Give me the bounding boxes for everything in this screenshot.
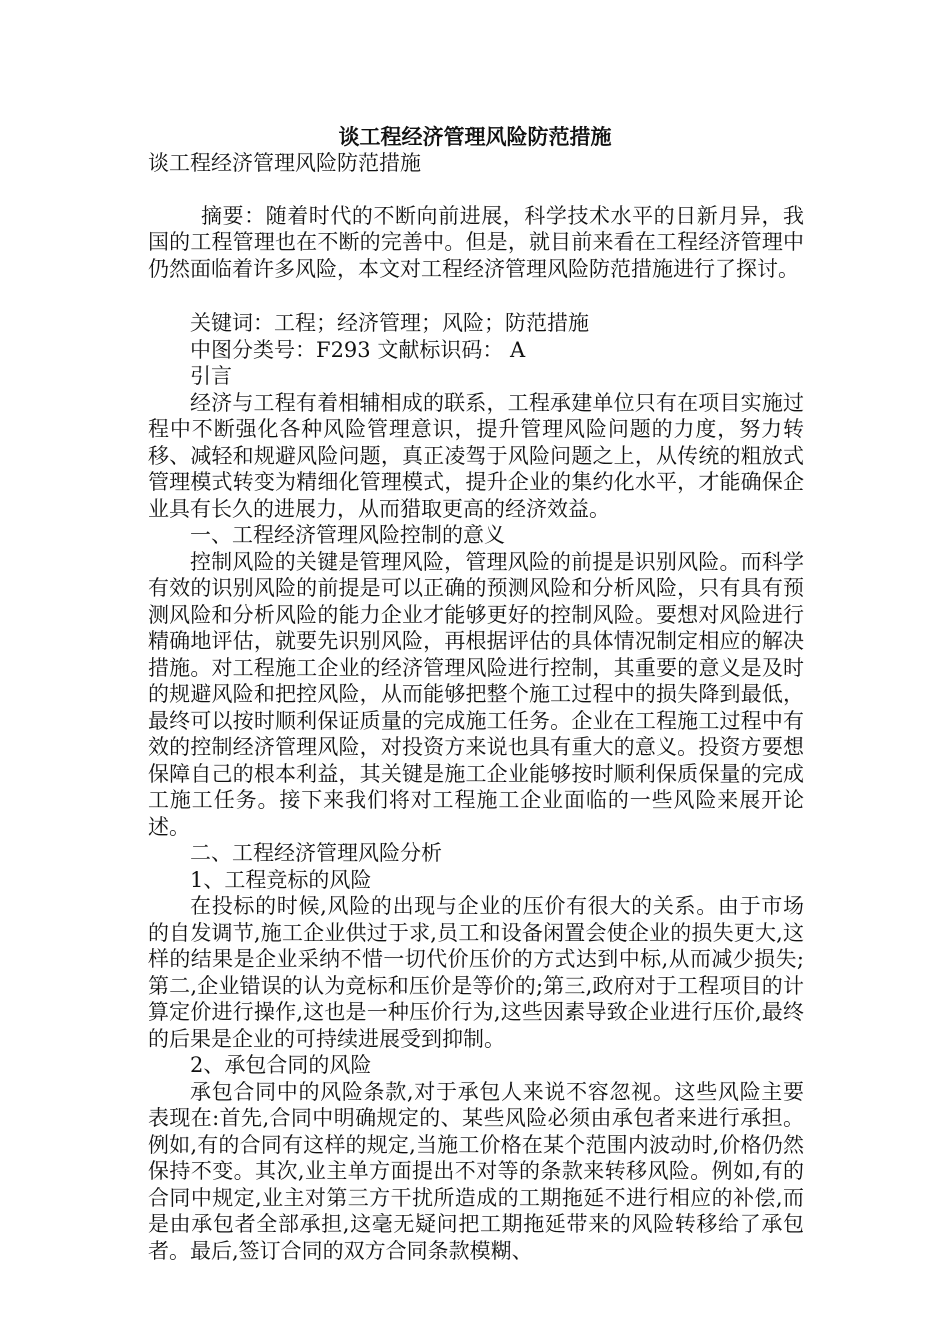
section2-heading: 二、工程经济管理风险分析 (190, 841, 442, 865)
document-body (148, 150, 804, 1264)
classification-line: 中图分类号：F293 文献标识码： A (190, 337, 526, 362)
subsection1-paragraph: 在投标的时候,风险的出现与企业的压价有很大的关系。由于市场的自发调节,施工企业供过于求,员工和设备闲置会使企业的损失更大,这样的结果是企业采纳不惜一切代价压价的方式达到中标,从而减少损失;第二,企业错误的认为竞标和压价是等价的;第三,政府对于工程项目的计算定价进行操作,这也是一种压价行为,这些因素导致企业进行压价,最终的后果是企业的可持续进展受到抑制。 (148, 894, 804, 1051)
subsection2-paragraph: 承包合同中的风险条款,对于承包人来说不容忽视。这些风险主要表现在:首先,合同中明确规定的、某些风险必须由承包者来进行承担。例如,有的合同有这样的规定,当施工价格在某个范围内波动时,价格仍然保持不变。其次,业主单方面提出不对等的条款来转移风险。例如,有的合同中规定,业主对第三方干扰所造成的工期拖延不进行相应的补偿,而是由承包者全部承担,这毫无疑问把工期拖延带来的风险转移给了承包者。最后,签订合同的双方合同条款模糊、 (148, 1079, 804, 1263)
intro-paragraph: 经济与工程有着相辅相成的联系，工程承建单位只有在项目实施过程中不断强化各种风险管理意识，提升管理风险问题的力度，努力转移、减轻和规避风险问题，真正凌驾于风险问题之上，从传统的粗放式管理模式转变为精细化管理模式，提升企业的集约化水平，才能确保企业具有长久的进展力，从而猎取更高的经济效益。 (148, 390, 804, 521)
intro-heading: 引言 (190, 364, 232, 388)
subsection1-heading: 1、工程竞标的风险 (190, 867, 372, 892)
abstract-paragraph: 摘要：随着时代的不断向前进展，科学技术水平的日新月异，我国的工程管理也在不断的完善中。但是，就目前来看在工程经济管理中仍然面临着许多风险，本文对工程经济管理风险防范措施进行了探讨。 (148, 203, 804, 281)
subtitle: 谈工程经济管理风险防范措施 (148, 151, 421, 175)
section1-heading: 一、工程经济管理风险控制的意义 (190, 523, 505, 547)
subsection2-heading: 2、承包合同的风险 (190, 1053, 372, 1077)
section1-paragraph: 控制风险的关键是管理风险，管理风险的前提是识别风险。而科学有效的识别风险的前提是可以正确的预测风险和分析风险，只有具有预测风险和分析风险的能力企业才能够更好的控制风险。要想对风险进行精确地评估，就要先识别风险，再根据评估的具体情况制定相应的解决措施。对工程施工企业的经济管理风险进行控制，其重要的意义是及时的规避风险和把控风险，从而能够把整个施工过程中的损失降到最低，最终可以按时顺利保证质量的完成施工任务。企业在工程施工过程中有效的控制经济管理风险，对投资方来说也具有重大的意义。投资方要想保障自己的根本利益，其关键是施工企业能够按时顺利保质保量的完成工施工任务。接下来我们将对工程施工企业面临的一些风险来展开论述。 (148, 549, 804, 839)
keywords-line: 关键词：工程；经济管理；风险；防范措施 (190, 311, 589, 335)
document-title: 谈工程经济管理风险防范措施 (338, 124, 612, 149)
